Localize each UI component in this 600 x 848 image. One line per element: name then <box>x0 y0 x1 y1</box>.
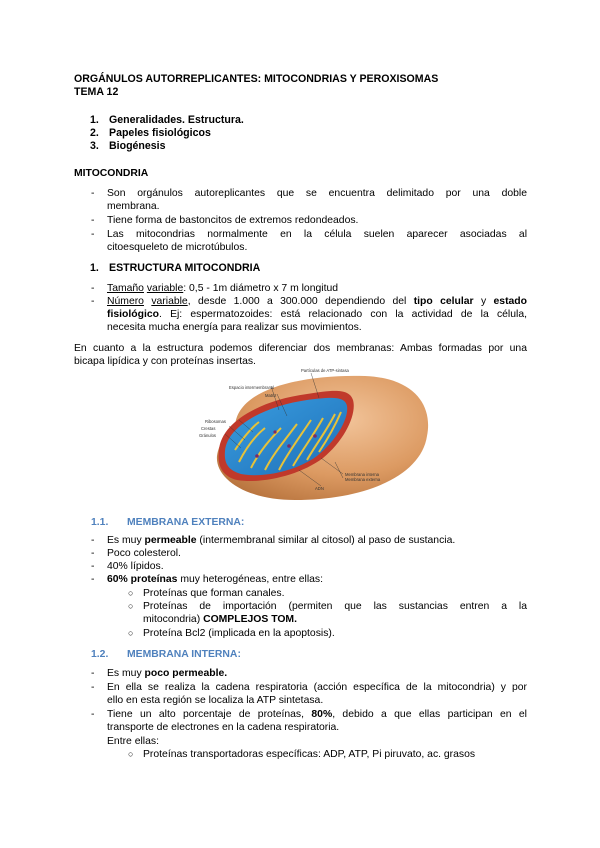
bullet-dash: - <box>91 709 95 720</box>
count-label: Número <box>107 296 144 307</box>
bullet-text: necesita mucha energía para realizar sus movimientos. <box>107 322 362 333</box>
sub-bullet-text: Proteínas que forman canales. <box>143 588 285 599</box>
count-text: , desde 1.000 a 300.000 dependiendo del <box>187 296 407 307</box>
bullet-dash: - <box>91 215 95 226</box>
int-b1-bold: poco permeable. <box>144 668 228 679</box>
bullet-dash: - <box>91 229 95 240</box>
line2-text: . Ej: espermatozoides: está relacionado con la actividad de la célula, <box>158 309 527 320</box>
bullet-dash: - <box>91 682 95 693</box>
bullet-text: Las mitocondrias normalmente en la célula suelen aparecer asociadas al <box>107 229 527 240</box>
toc-num: 2. <box>90 127 99 139</box>
bullet-text: ello en esta región se localiza la ATP sintetasa. <box>107 695 324 706</box>
count-bold2: estado <box>493 296 528 307</box>
bullet-text: Poco colesterol. <box>107 548 181 559</box>
label-inner-membrane: Membrana interna <box>345 472 379 477</box>
sub-bullet-text: Proteína Bcl2 (implicada en la apoptosis). <box>143 628 335 639</box>
bullet-dash: - <box>91 668 95 679</box>
bullet-dash: - <box>91 561 95 572</box>
sub-bullet-text: Proteínas transportadoras específicas: ADP, ATP, Pi piruvato, ac. grasos <box>143 749 476 760</box>
label-cristae: Crestas <box>201 426 216 431</box>
label-granules: Gránulos <box>199 433 216 438</box>
subsection-heading-interna: MEMBRANA INTERNA: <box>127 649 241 660</box>
bullet-text <box>107 708 527 721</box>
int-b1-pre: Es muy <box>107 668 142 679</box>
bullet-text: En ella se realiza la cadena respiratoria (acción específica de la mitocondria) y por <box>107 682 527 693</box>
subsection-num: 1.2. <box>91 649 109 660</box>
bullet-text <box>107 667 227 680</box>
bullet-text: transporte de electrones en la cadena respiratoria. <box>107 722 340 733</box>
ext-b4-bold: 60% proteínas <box>107 574 178 585</box>
section-heading-estructura: ESTRUCTURA MITOCONDRIA <box>109 262 261 274</box>
bullet-text-count <box>107 295 527 308</box>
toc-num: 3. <box>90 140 99 152</box>
bullet-text: Son orgánulos autoreplicantes que se encuentra delimitado por una doble <box>107 188 527 199</box>
toc-item: Biogénesis <box>109 140 166 152</box>
bullet-text <box>107 534 455 547</box>
bullet-dash: - <box>91 548 95 559</box>
bullet-text: Entre ellas: <box>107 736 159 747</box>
paragraph: En cuanto a la estructura podemos diferenciar dos membranas: Ambas formadas por una <box>74 343 527 354</box>
label-dna: ADN <box>315 486 324 491</box>
label-atp-synthase: Partículas de ATP-sintasa <box>301 368 349 373</box>
line2-bold: fisiológico <box>107 309 159 320</box>
bullet-dash: - <box>91 283 95 294</box>
label-matrix: Matriz <box>265 393 277 398</box>
ext-b1-bold: permeable <box>144 535 197 546</box>
sub-bullet-circle: ○ <box>128 749 134 759</box>
bullet-dash: - <box>91 296 95 307</box>
bullet-text-size <box>107 282 338 295</box>
count-bold1: tipo celular <box>413 296 474 307</box>
ext-b1-pre: Es muy <box>107 535 142 546</box>
label-outer-membrane: Membrana externa <box>345 477 381 482</box>
bullet-text <box>107 308 527 321</box>
doc-title: ORGÁNULOS AUTORREPLICANTES: MITOCONDRIAS Y PEROXISOMAS <box>74 73 439 85</box>
ext-s2b-bold: COMPLEJOS TOM. <box>203 614 297 625</box>
size-label-b: variable <box>146 283 184 294</box>
bullet-dash: - <box>91 535 95 546</box>
subsection-heading-externa: MEMBRANA EXTERNA: <box>127 517 245 528</box>
sub-bullet-circle: ○ <box>128 628 134 638</box>
bullet-dash: - <box>91 574 95 585</box>
sub-bullet-text <box>143 613 297 626</box>
label-intermembrane: Espacio intermembranal <box>229 385 275 390</box>
bullet-text: membrana. <box>107 201 160 212</box>
paragraph: bicapa lipídica y con proteínas insertas. <box>74 356 256 367</box>
bullet-dash: - <box>91 188 95 199</box>
ext-b4-post: muy heterogéneas, entre ellas: <box>180 574 324 585</box>
doc-subtitle: TEMA 12 <box>74 86 119 98</box>
size-text: : 0,5 - 1m diámetro x 7 m longitud <box>183 283 339 294</box>
bullet-text: Tiene forma de bastoncitos de extremos redondeados. <box>107 215 359 226</box>
int-b3a-pre: Tiene un alto porcentaje de proteínas, <box>107 709 305 720</box>
bullet-text: 40% lípidos. <box>107 561 164 572</box>
subsection-num: 1.1. <box>91 517 109 528</box>
section-num: 1. <box>90 262 99 274</box>
count-label-b: variable <box>151 296 188 307</box>
sub-bullet-circle: ○ <box>128 601 134 611</box>
bullet-text: citoesqueleto de microtúbulos. <box>107 242 248 253</box>
ext-s2b-pre: mitocondria) <box>143 614 201 625</box>
sub-bullet-text: Proteínas de importación (permiten que las sustancias entren a la <box>143 601 527 612</box>
int-b3a-bold: 80% <box>311 709 333 720</box>
toc-num: 1. <box>90 114 99 126</box>
toc-item: Generalidades. Estructura. <box>109 114 244 126</box>
section-heading-mitocondria: MITOCONDRIA <box>74 168 149 179</box>
int-b3a-post: , debido a que ellas participan en el <box>332 709 527 720</box>
ext-b1-post: (intermembranal similar al citosol) al paso de sustancia. <box>199 535 456 546</box>
toc-item: Papeles fisiológicos <box>109 127 211 139</box>
count-y: y <box>480 296 487 307</box>
mitochondria-diagram <box>195 366 435 508</box>
bullet-text <box>107 573 323 586</box>
size-label: Tamaño <box>107 283 144 294</box>
sub-bullet-circle: ○ <box>128 588 134 598</box>
label-ribosomes: Ribosomas <box>205 419 226 424</box>
